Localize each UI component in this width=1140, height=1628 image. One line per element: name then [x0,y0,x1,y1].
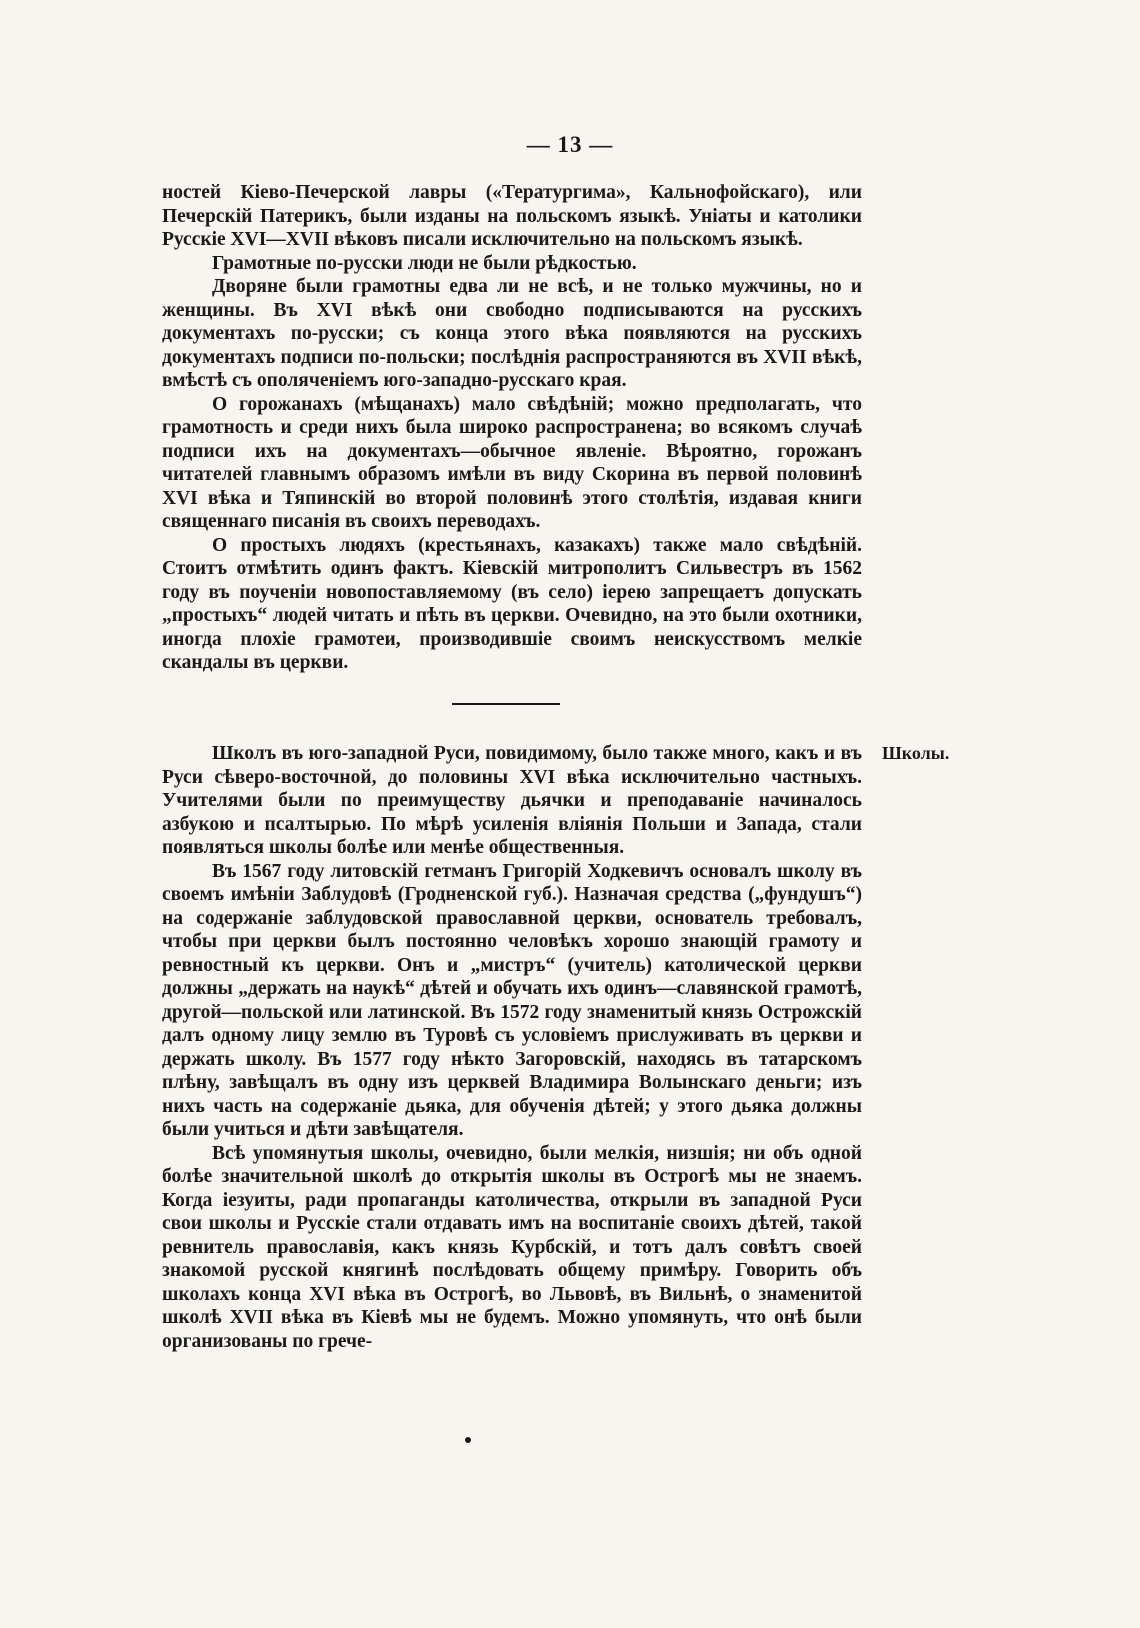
paragraph: О простыхъ людяхъ (крестьянахъ, казакахъ) также мало свѣдѣній. Стоитъ отмѣтить одинъ фактъ. Кіевскій митрополитъ Сильвестръ въ 1562 году въ поученіи новопоставляемому (въ село) іерею запрещаетъ допускать „простыхъ“ людей читать и пѣть въ церкви. Очевидно, на это были охотники, иногда плохіе грамотеи, производившіе своимъ неискусствомъ мелкіе скандалы въ церкви. [162,534,862,673]
paragraph: Дворяне были грамотны едва ли не всѣ, и не только мужчины, но и женщины. Въ XVI вѣкѣ они свободно подписываются на русскихъ документахъ по-русски; съ конца этого вѣка появляются на русскихъ документахъ подписи по-польски; послѣднія распространяются въ XVII вѣкѣ, вмѣстѣ съ ополяченіемъ юго-западно-русскаго края. [162,276,862,391]
section-divider [452,703,560,705]
paragraph: Въ 1567 году литовскій гетманъ Григорій Ходкевичъ основалъ школу въ своемъ имѣніи Заблудовѣ (Гродненской губ.). Назначая средства („фундушъ“) на содержаніе заблудовской православной церкви, основатель требовалъ, чтобы при церкви былъ постоянно человѣкъ хорошо знающій грамоту и ревностный къ церкви. Онъ и „мистръ“ (учитель) католической церкви должны „держать на наукѣ“ дѣтей и обучать ихъ одинъ—славянской грамотѣ, другой—польской или латинской. Въ 1572 году знаменитый князь Острожскій далъ одному лицу землю въ Туровѣ съ условіемъ прислуживать въ церкви и держать школу. Въ 1577 году нѣкто Загоровскій, находясь въ татарскомъ плѣну, завѣщалъ въ одну изъ церквей Владимира Волынскаго деньги; изъ нихъ часть на содержаніе дьяка, для обученія дѣтей; у этого дьяка должны были учиться и дѣти завѣщателя. [162,860,862,1140]
paragraph: Грамотные по-русски люди не были рѣдкостью. [212,252,637,274]
section-literacy [162,181,862,675]
paragraph: Школъ въ юго-западной Руси, повидимому, было также много, какъ и въ Руси сѣверо-восточной, до половины XVI вѣка исключительно частныхъ. Учителями были по преимуществу дьячки и преподаваніе начиналось азбукою и псалтырью. По мѣрѣ усиленія вліянія Польши и Запада, стали появляться школы болѣе или менѣе общественныя. [162,743,862,858]
paragraph: Всѣ упомянутыя школы, очевидно, были мелкія, низшія; ни объ одной болѣе значительной школѣ до открытія школы въ Острогѣ мы не знаемъ. Когда іезуиты, ради пропаганды католичества, открыли въ западной Руси свои школы и Русскіе стали отдавать имъ на воспитаніе своихъ дѣтей, такой ревнитель православія, какъ князь Курбскій, и тотъ далъ совѣтъ своей знакомой русской княгинѣ послѣдовать общему примѣру. Говорить объ школахъ конца XVI вѣка въ Острогѣ, во Львовѣ, въ Вильнѣ, о знаменитой школѣ XVII вѣка въ Кіевѣ мы не будемъ. Можно упомянуть, что онѣ были организованы по грече- [162,1142,862,1352]
page-number: — 13 — [526,132,614,157]
section-schools [162,742,862,1353]
paragraph: О горожанахъ (мѣщанахъ) мало свѣдѣній; можно предполагать, что грамотность и среди нихъ была широко распространена; во всякомъ случаѣ подписи ихъ на документахъ—обычное явленіе. Вѣроятно, горожанъ читателей главнымъ образомъ имѣли въ виду Скорина въ первой половинѣ XVI вѣка и Тяпинскій во второй половинѣ этого столѣтія, издавая книги священнаго писанія въ своихъ переводахъ. [162,393,862,532]
marginal-note: Школы. [882,743,950,763]
page-mark-dot [465,1437,471,1443]
paragraph: ностей Кіево-Печерской лавры («Тератургима», Кальнофойскаго), или Печерскій Патерикъ, были изданы на польскомъ языкѣ. Уніаты и католики Русскіе XVI—XVII вѣковъ писали исключительно на польскомъ языкѣ. [162,182,862,250]
